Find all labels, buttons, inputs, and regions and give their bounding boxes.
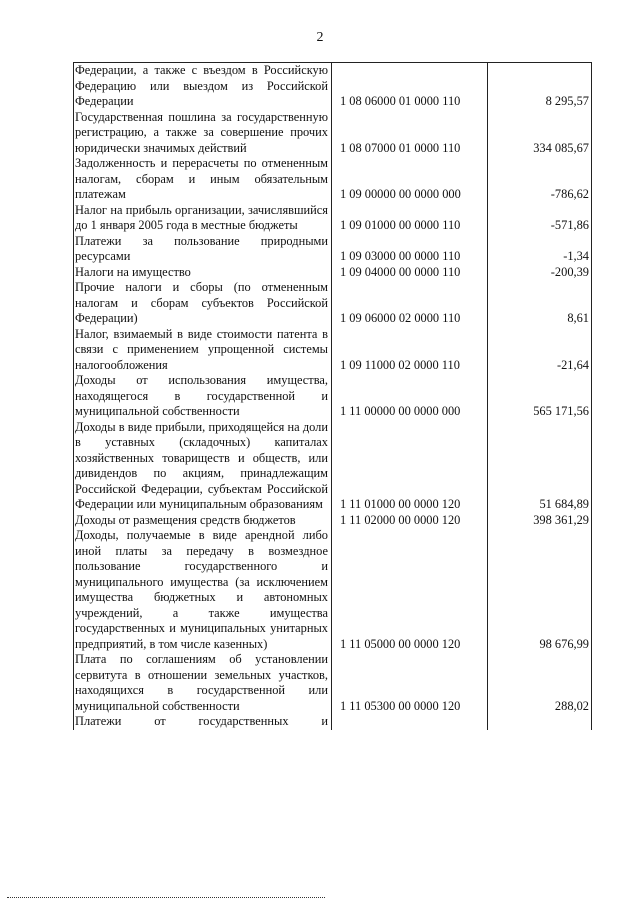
revenue-amount: 8 295,57 bbox=[488, 63, 592, 110]
budget-classification-code bbox=[332, 714, 488, 730]
budget-classification-code: 1 09 06000 02 0000 110 bbox=[332, 280, 488, 327]
revenue-table bbox=[73, 62, 592, 730]
table-row bbox=[74, 513, 592, 529]
footer-rule bbox=[7, 897, 325, 898]
revenue-amount: -571,86 bbox=[488, 203, 592, 234]
table-row bbox=[74, 327, 592, 374]
revenue-amount: -21,64 bbox=[488, 327, 592, 374]
budget-classification-code: 1 11 00000 00 0000 000 bbox=[332, 373, 488, 420]
budget-classification-code: 1 09 11000 02 0000 110 bbox=[332, 327, 488, 374]
revenue-name: Платежи за пользование природными ресурсами bbox=[74, 234, 332, 265]
budget-classification-code: 1 11 05300 00 0000 120 bbox=[332, 652, 488, 714]
table-row bbox=[74, 110, 592, 157]
revenue-name: Задолженность и перерасчеты по отмененным налогам, сборам и иным обязательным платежам bbox=[74, 156, 332, 203]
budget-classification-code: 1 08 06000 01 0000 110 bbox=[332, 63, 488, 110]
revenue-amount: -200,39 bbox=[488, 265, 592, 281]
budget-classification-code: 1 09 04000 00 0000 110 bbox=[332, 265, 488, 281]
revenue-amount: 288,02 bbox=[488, 652, 592, 714]
table-row bbox=[74, 528, 592, 652]
revenue-amount: -786,62 bbox=[488, 156, 592, 203]
table-row bbox=[74, 373, 592, 420]
revenue-amount: 51 684,89 bbox=[488, 420, 592, 513]
table-row bbox=[74, 265, 592, 281]
revenue-name: Налоги на имущество bbox=[74, 265, 332, 281]
table-row bbox=[74, 280, 592, 327]
budget-classification-code: 1 09 01000 00 0000 110 bbox=[332, 203, 488, 234]
revenue-name: Доходы, получаемые в виде арендной либо иной платы за передачу в возмездное пользование государственного и муниципального имущества (за исключением имущества бюджетных и автономных учреждений, а также имущества государственных и муниципальных унитарных предприятий, в том числе казенных) bbox=[74, 528, 332, 652]
revenue-amount: 565 171,56 bbox=[488, 373, 592, 420]
table-row bbox=[74, 420, 592, 513]
table-row bbox=[74, 203, 592, 234]
revenue-name: Доходы от размещения средств бюджетов bbox=[74, 513, 332, 529]
budget-classification-code: 1 11 05000 00 0000 120 bbox=[332, 528, 488, 652]
revenue-amount: 98 676,99 bbox=[488, 528, 592, 652]
budget-classification-code: 1 08 07000 01 0000 110 bbox=[332, 110, 488, 157]
revenue-amount bbox=[488, 714, 592, 730]
revenue-name: Прочие налоги и сборы (по отмененным налогам и сборам субъектов Российской Федерации) bbox=[74, 280, 332, 327]
budget-classification-code: 1 11 01000 00 0000 120 bbox=[332, 420, 488, 513]
table-row bbox=[74, 234, 592, 265]
revenue-name: Федерации, а также с въездом в Российскую Федерацию или выездом из Российской Федерации bbox=[74, 63, 332, 110]
budget-classification-code: 1 09 00000 00 0000 000 bbox=[332, 156, 488, 203]
table-row bbox=[74, 63, 592, 110]
table-row bbox=[74, 652, 592, 714]
revenue-amount: -1,34 bbox=[488, 234, 592, 265]
revenue-name: Налог, взимаемый в виде стоимости патента в связи с применением упрощенной системы налогообложения bbox=[74, 327, 332, 374]
revenue-amount: 398 361,29 bbox=[488, 513, 592, 529]
page-number: 2 bbox=[316, 30, 324, 45]
table-row bbox=[74, 156, 592, 203]
revenue-amount: 334 085,67 bbox=[488, 110, 592, 157]
revenue-amount: 8,61 bbox=[488, 280, 592, 327]
revenue-name: Плата по соглашениям об установлении сервитута в отношении земельных участков, находящихся в государственной или муниципальной собственности bbox=[74, 652, 332, 714]
budget-classification-code: 1 11 02000 00 0000 120 bbox=[332, 513, 488, 529]
revenue-name: Доходы в виде прибыли, приходящейся на доли в уставных (складочных) капиталах хозяйственных товариществ и обществ, или дивидендов по акциям, принадлежащим Российской Федерации, субъектам Российской Федерации или муниципальным образованиям bbox=[74, 420, 332, 513]
revenue-name: Платежи от государственных и bbox=[74, 714, 332, 730]
revenue-name: Государственная пошлина за государственную регистрацию, а также за совершение прочих юридически значимых действий bbox=[74, 110, 332, 157]
revenue-name: Налог на прибыль организации, зачислявшийся до 1 января 2005 года в местные бюджеты bbox=[74, 203, 332, 234]
revenue-name: Доходы от использования имущества, находящегося в государственной и муниципальной собственности bbox=[74, 373, 332, 420]
table-row bbox=[74, 714, 592, 730]
budget-classification-code: 1 09 03000 00 0000 110 bbox=[332, 234, 488, 265]
